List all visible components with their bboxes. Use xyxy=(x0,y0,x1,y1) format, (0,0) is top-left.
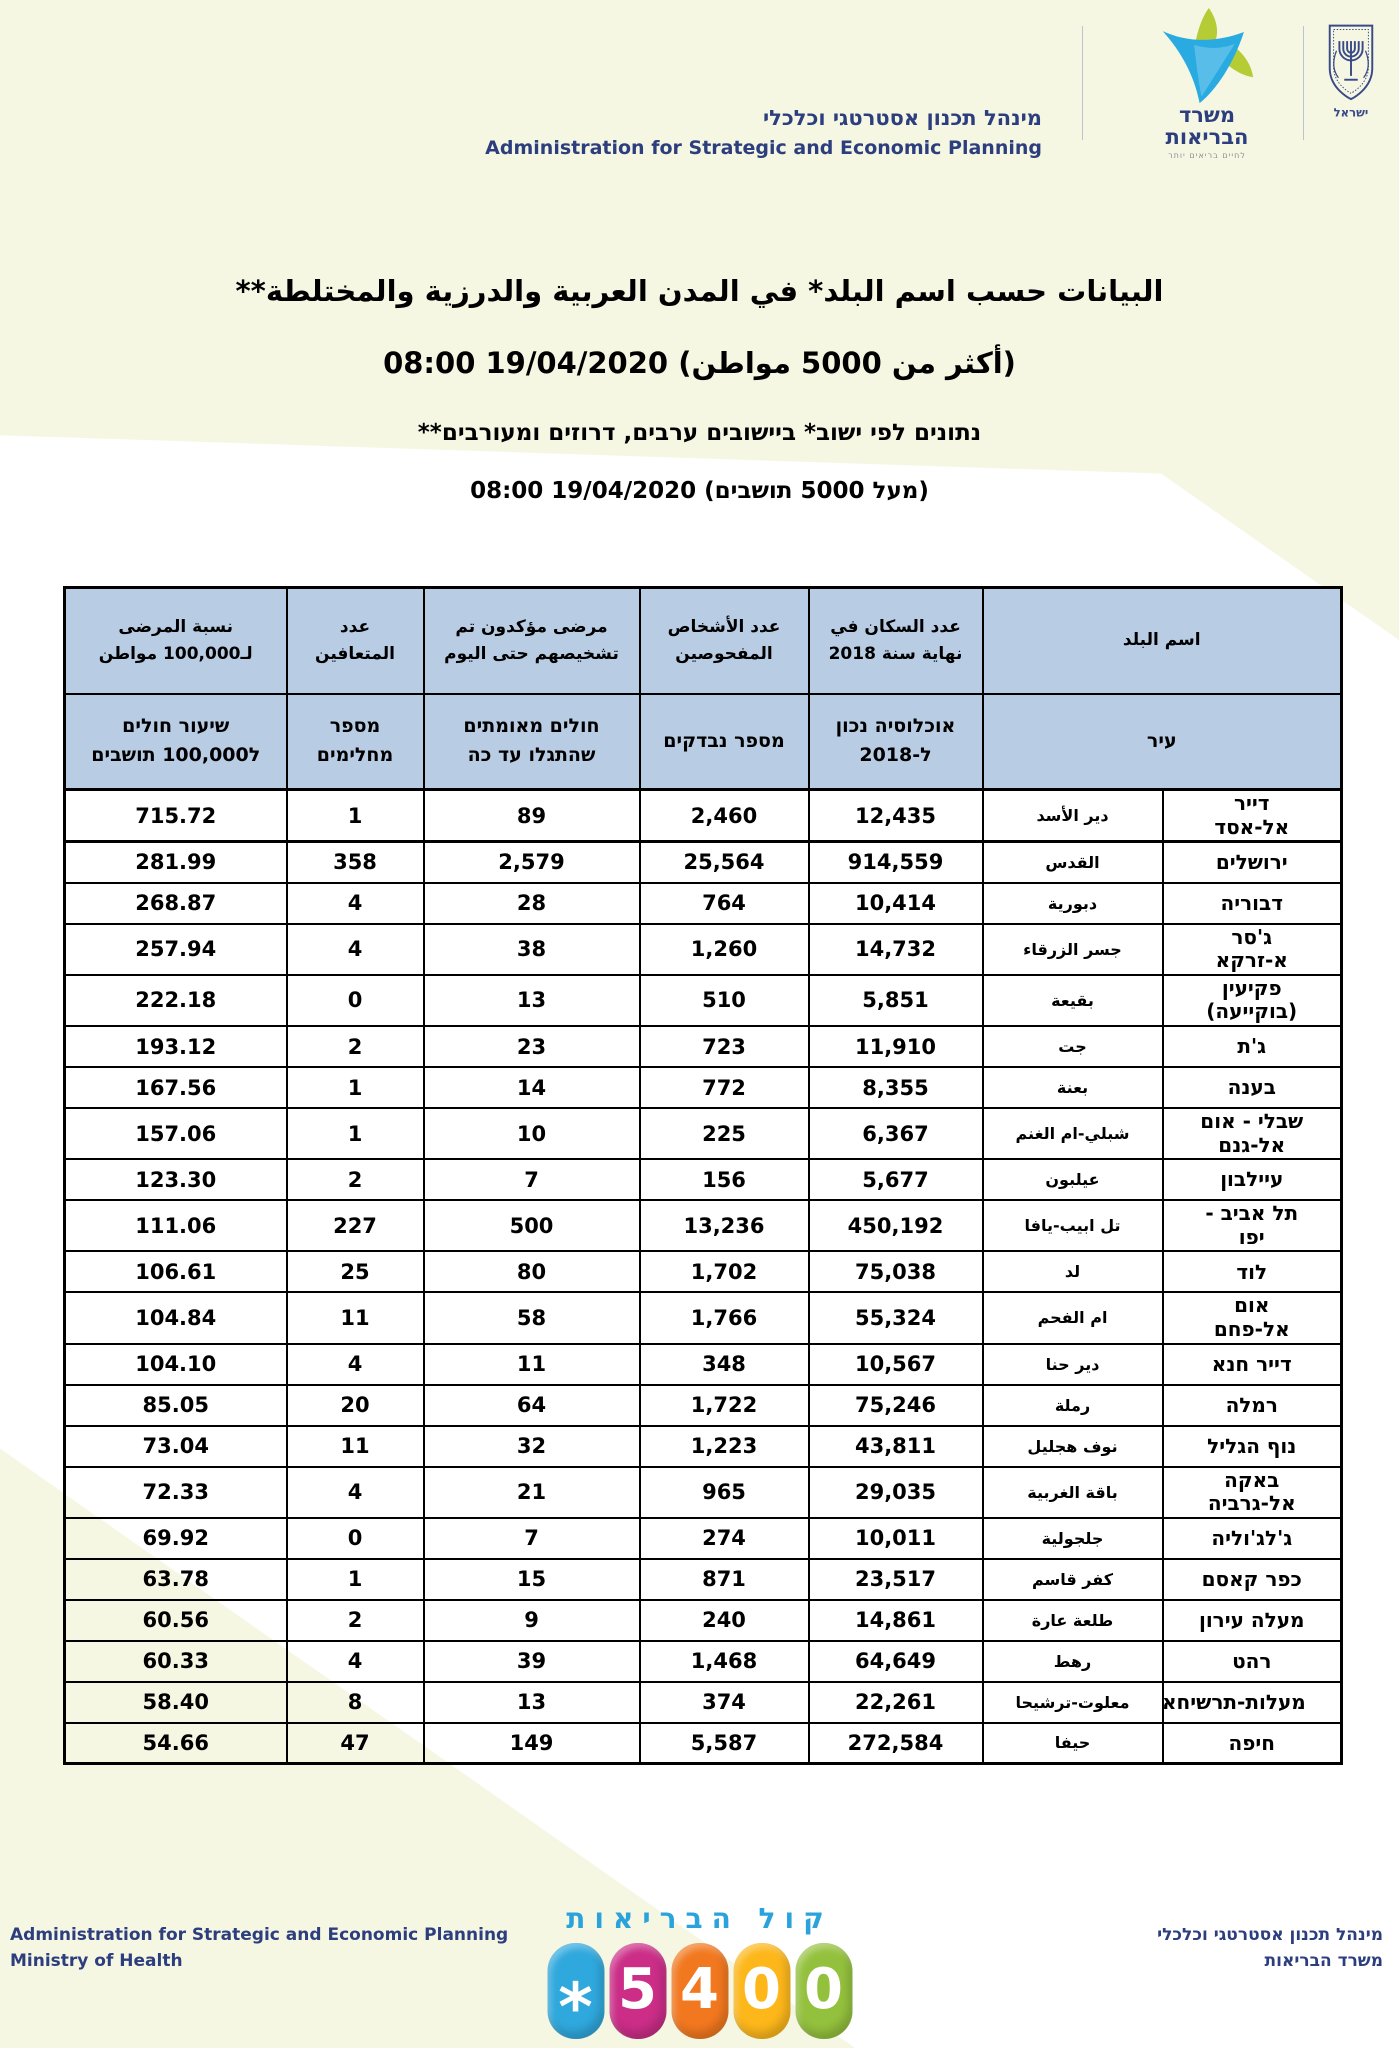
col-header-population-ar: عدد السكان في نهاية سنة 2018 xyxy=(809,588,983,694)
city-name-he: באקה אל-גרביה xyxy=(1163,1467,1342,1518)
rate-per-100k: 104.10 xyxy=(65,1344,287,1385)
city-name-he: עיילבון xyxy=(1163,1159,1342,1200)
ministry-of-health-logo xyxy=(1122,8,1292,160)
confirmed-count: 23 xyxy=(424,1026,640,1067)
tested-count: 156 xyxy=(640,1159,809,1200)
rate-per-100k: 167.56 xyxy=(65,1067,287,1108)
city-name-he: רהט xyxy=(1163,1641,1342,1682)
confirmed-count: 15 xyxy=(424,1559,640,1600)
city-name-ar: طلعة عارة xyxy=(983,1600,1163,1641)
city-name-he: כפר קאסם xyxy=(1163,1559,1342,1600)
recovered-count: 11 xyxy=(287,1426,424,1467)
city-name-ar: باقة الغربية xyxy=(983,1467,1163,1518)
rate-per-100k: 157.06 xyxy=(65,1108,287,1159)
subtitle-arabic-date: (أكثر من 5000 مواطن) 19/04/2020 08:00 xyxy=(383,346,1016,380)
col-header-tested-he: מספר נבדקים xyxy=(640,694,809,790)
col-header-rate-he: שיעור חולים ל100,000 תושבים xyxy=(65,694,287,790)
tested-count: 374 xyxy=(640,1682,809,1723)
city-name-ar: كفر قاسم xyxy=(983,1559,1163,1600)
table-row xyxy=(65,1292,1342,1343)
confirmed-count: 7 xyxy=(424,1159,640,1200)
confirmed-count: 149 xyxy=(424,1723,640,1764)
rate-per-100k: 123.30 xyxy=(65,1159,287,1200)
recovered-count: 0 xyxy=(287,975,424,1026)
tested-count: 348 xyxy=(640,1344,809,1385)
table-row xyxy=(65,1026,1342,1067)
city-name-he: ג'לג'וליה xyxy=(1163,1518,1342,1559)
city-name-he: דייר אל-אסד xyxy=(1163,790,1342,842)
city-name-ar: رهط xyxy=(983,1641,1163,1682)
hotline-digit-pill: 0 xyxy=(733,1943,790,2039)
department-title-he: מינהל תכנון אסטרטגי וכלכלי xyxy=(762,106,1042,130)
city-name-ar: بقيعة xyxy=(983,975,1163,1026)
confirmed-count: 13 xyxy=(424,1682,640,1723)
footer-left-line1: Administration for Strategic and Economic Planning xyxy=(10,1925,509,1945)
city-name-he: רמלה xyxy=(1163,1385,1342,1426)
recovered-count: 1 xyxy=(287,790,424,842)
moh-star-logo-icon xyxy=(1151,8,1263,104)
table-row xyxy=(65,1518,1342,1559)
recovered-count: 4 xyxy=(287,1467,424,1518)
city-name-ar: رملة xyxy=(983,1385,1163,1426)
population-value: 14,732 xyxy=(809,924,983,975)
city-name-ar: معلوت-ترشيحا xyxy=(983,1682,1163,1723)
confirmed-count: 32 xyxy=(424,1426,640,1467)
table-row xyxy=(65,1682,1342,1723)
hotline-digit-pill: 5 xyxy=(609,1943,666,2039)
table-body xyxy=(65,790,1342,1764)
city-name-he: ג'ת xyxy=(1163,1026,1342,1067)
col-header-city-ar: اسم البلد xyxy=(983,588,1342,694)
footer-right-line2: משרד הבריאות xyxy=(1264,1951,1383,1972)
rate-per-100k: 54.66 xyxy=(65,1723,287,1764)
tested-count: 1,468 xyxy=(640,1641,809,1682)
table-row xyxy=(65,1467,1342,1518)
confirmed-count: 64 xyxy=(424,1385,640,1426)
population-value: 272,584 xyxy=(809,1723,983,1764)
tested-count: 225 xyxy=(640,1108,809,1159)
col-header-recovered-ar: عدد المتعافين xyxy=(287,588,424,694)
footer-left-line2: Ministry of Health xyxy=(10,1951,183,1972)
city-name-ar: عيلبون xyxy=(983,1159,1163,1200)
table-header-row-arabic xyxy=(65,588,1342,694)
confirmed-count: 58 xyxy=(424,1292,640,1343)
recovered-count: 2 xyxy=(287,1026,424,1067)
population-value: 10,567 xyxy=(809,1344,983,1385)
col-header-city-he: עיר xyxy=(983,694,1342,790)
covid-city-table-wrapper xyxy=(63,586,1343,1765)
population-value: 43,811 xyxy=(809,1426,983,1467)
recovered-count: 25 xyxy=(287,1251,424,1292)
confirmed-count: 80 xyxy=(424,1251,640,1292)
tested-count: 764 xyxy=(640,883,809,924)
table-row xyxy=(65,975,1342,1026)
recovered-count: 47 xyxy=(287,1723,424,1764)
city-name-he: פקיעין (בוקייעה) xyxy=(1163,975,1342,1026)
rate-per-100k: 268.87 xyxy=(65,883,287,924)
confirmed-count: 38 xyxy=(424,924,640,975)
city-name-ar: ام الفحم xyxy=(983,1292,1163,1343)
header-divider xyxy=(1303,26,1304,140)
city-name-ar: نوف هجليل xyxy=(983,1426,1163,1467)
confirmed-count: 39 xyxy=(424,1641,640,1682)
tested-count: 2,460 xyxy=(640,790,809,842)
hotline-digit-pill: 0 xyxy=(795,1943,852,2039)
confirmed-count: 13 xyxy=(424,975,640,1026)
recovered-count: 4 xyxy=(287,883,424,924)
col-header-tested-ar: عدد الأشخاص المفحوصين xyxy=(640,588,809,694)
tested-count: 1,223 xyxy=(640,1426,809,1467)
moh-logo-text-line1: משרד xyxy=(1178,103,1236,127)
rate-per-100k: 193.12 xyxy=(65,1026,287,1067)
rate-per-100k: 85.05 xyxy=(65,1385,287,1426)
tested-count: 510 xyxy=(640,975,809,1026)
tested-count: 5,587 xyxy=(640,1723,809,1764)
confirmed-count: 7 xyxy=(424,1518,640,1559)
city-name-he: ירושלים xyxy=(1163,842,1342,883)
city-name-ar: جسر الزرقاء xyxy=(983,924,1163,975)
city-name-he: מעלות-תרשיחא xyxy=(1163,1682,1342,1723)
rate-per-100k: 111.06 xyxy=(65,1200,287,1251)
recovered-count: 8 xyxy=(287,1682,424,1723)
table-row xyxy=(65,1723,1342,1764)
city-name-ar: شبلي-ام الغنم xyxy=(983,1108,1163,1159)
city-name-he: לוד xyxy=(1163,1251,1342,1292)
table-row xyxy=(65,1200,1342,1251)
confirmed-count: 9 xyxy=(424,1600,640,1641)
confirmed-count: 10 xyxy=(424,1108,640,1159)
title-hebrew: נתונים לפי ישוב* ביישובים ערבים, דרוזים ומעורבים** xyxy=(417,420,982,446)
col-header-confirmed-he: חולים מאומתים שהתגלו עד כה xyxy=(424,694,640,790)
israel-state-emblem xyxy=(1322,20,1380,128)
footer-right-line1: מינהל תכנון אסטרטגי וכלכלי xyxy=(1157,1925,1383,1945)
population-value: 23,517 xyxy=(809,1559,983,1600)
rate-per-100k: 281.99 xyxy=(65,842,287,883)
table-row xyxy=(65,1559,1342,1600)
footer-right-block xyxy=(1157,1922,1383,1975)
tested-count: 240 xyxy=(640,1600,809,1641)
svg-text:ישראל: ישראל xyxy=(1333,105,1369,120)
tested-count: 965 xyxy=(640,1467,809,1518)
tested-count: 25,564 xyxy=(640,842,809,883)
city-name-ar: لد xyxy=(983,1251,1163,1292)
recovered-count: 1 xyxy=(287,1108,424,1159)
table-row xyxy=(65,883,1342,924)
table-row xyxy=(65,1426,1342,1467)
moh-logo-text-line2: הבריאות xyxy=(1165,125,1249,150)
table-header-row-hebrew xyxy=(65,694,1342,790)
table-row xyxy=(65,790,1342,842)
population-value: 29,035 xyxy=(809,1467,983,1518)
table-row xyxy=(65,1600,1342,1641)
recovered-count: 20 xyxy=(287,1385,424,1426)
table-row xyxy=(65,1108,1342,1159)
rate-per-100k: 63.78 xyxy=(65,1559,287,1600)
department-title-en: Administration for Strategic and Economic Planning xyxy=(485,137,1042,159)
rate-per-100k: 69.92 xyxy=(65,1518,287,1559)
rate-per-100k: 58.40 xyxy=(65,1682,287,1723)
city-name-he: ג'סר א-זרקא xyxy=(1163,924,1342,975)
population-value: 5,677 xyxy=(809,1159,983,1200)
population-value: 450,192 xyxy=(809,1200,983,1251)
city-name-ar: القدس xyxy=(983,842,1163,883)
city-name-he: נוף הגליל xyxy=(1163,1426,1342,1467)
table-row xyxy=(65,1251,1342,1292)
city-name-he: מעלה עירון xyxy=(1163,1600,1342,1641)
rate-per-100k: 73.04 xyxy=(65,1426,287,1467)
city-name-ar: دبورية xyxy=(983,883,1163,924)
population-value: 8,355 xyxy=(809,1067,983,1108)
page-header xyxy=(0,0,1399,165)
tested-count: 13,236 xyxy=(640,1200,809,1251)
recovered-count: 11 xyxy=(287,1292,424,1343)
recovered-count: 4 xyxy=(287,924,424,975)
col-header-confirmed-ar: مرضى مؤكدون تم تشخيصهم حتى اليوم xyxy=(424,588,640,694)
hotline-digit-pill: 4 xyxy=(671,1943,728,2039)
confirmed-count: 500 xyxy=(424,1200,640,1251)
recovered-count: 227 xyxy=(287,1200,424,1251)
subtitle-hebrew-date: (מעל 5000 תושבים) 19/04/2020 08:00 xyxy=(470,478,929,504)
city-name-ar: بعنة xyxy=(983,1067,1163,1108)
title-arabic: البيانات حسب اسم البلد* في المدن العربية والدرزية والمختلطة** xyxy=(235,274,1164,308)
covid-city-table xyxy=(63,586,1343,1765)
city-name-he: חיפה xyxy=(1163,1723,1342,1764)
city-name-he: בענה xyxy=(1163,1067,1342,1108)
city-name-he: אום אל-פחם xyxy=(1163,1292,1342,1343)
tested-count: 772 xyxy=(640,1067,809,1108)
rate-per-100k: 257.94 xyxy=(65,924,287,975)
recovered-count: 358 xyxy=(287,842,424,883)
population-value: 10,414 xyxy=(809,883,983,924)
recovered-count: 4 xyxy=(287,1344,424,1385)
table-row xyxy=(65,1385,1342,1426)
tested-count: 871 xyxy=(640,1559,809,1600)
tested-count: 723 xyxy=(640,1026,809,1067)
col-header-recovered-he: מספר מחלימים xyxy=(287,694,424,790)
table-row xyxy=(65,924,1342,975)
population-value: 14,861 xyxy=(809,1600,983,1641)
city-name-ar: دير الأسد xyxy=(983,790,1163,842)
population-value: 75,246 xyxy=(809,1385,983,1426)
recovered-count: 2 xyxy=(287,1159,424,1200)
population-value: 5,851 xyxy=(809,975,983,1026)
hotline-number-pills xyxy=(547,1943,852,2046)
city-name-ar: تل ابيب-يافا xyxy=(983,1200,1163,1251)
city-name-ar: دير حنا xyxy=(983,1344,1163,1385)
header-divider xyxy=(1082,26,1083,140)
population-value: 12,435 xyxy=(809,790,983,842)
rate-per-100k: 60.33 xyxy=(65,1641,287,1682)
city-name-ar: جت xyxy=(983,1026,1163,1067)
recovered-count: 0 xyxy=(287,1518,424,1559)
col-header-rate-ar: نسبة المرضى لـ100,000 مواطن xyxy=(65,588,287,694)
israel-state-emblem-icon xyxy=(1322,20,1380,124)
confirmed-count: 28 xyxy=(424,883,640,924)
confirmed-count: 14 xyxy=(424,1067,640,1108)
table-row xyxy=(65,1344,1342,1385)
rate-per-100k: 60.56 xyxy=(65,1600,287,1641)
recovered-count: 1 xyxy=(287,1067,424,1108)
population-value: 75,038 xyxy=(809,1251,983,1292)
tested-count: 1,260 xyxy=(640,924,809,975)
col-header-population-he: אוכלוסיה נכון ל-2018 xyxy=(809,694,983,790)
table-row xyxy=(65,1067,1342,1108)
hotline-digit-pill: * xyxy=(547,1943,604,2039)
city-name-ar: حيفا xyxy=(983,1723,1163,1764)
population-value: 10,011 xyxy=(809,1518,983,1559)
table-row xyxy=(65,1159,1342,1200)
rate-per-100k: 72.33 xyxy=(65,1467,287,1518)
document-titles xyxy=(0,274,1399,504)
population-value: 914,559 xyxy=(809,842,983,883)
confirmed-count: 2,579 xyxy=(424,842,640,883)
recovered-count: 4 xyxy=(287,1641,424,1682)
health-hotline-logo xyxy=(547,1902,852,2046)
population-value: 11,910 xyxy=(809,1026,983,1067)
tested-count: 274 xyxy=(640,1518,809,1559)
population-value: 6,367 xyxy=(809,1108,983,1159)
rate-per-100k: 106.61 xyxy=(65,1251,287,1292)
population-value: 22,261 xyxy=(809,1682,983,1723)
city-name-he: שבלי - אום אל-גנם xyxy=(1163,1108,1342,1159)
population-value: 55,324 xyxy=(809,1292,983,1343)
city-name-he: דייר חנא xyxy=(1163,1344,1342,1385)
population-value: 64,649 xyxy=(809,1641,983,1682)
confirmed-count: 21 xyxy=(424,1467,640,1518)
city-name-he: דבוריה xyxy=(1163,883,1342,924)
confirmed-count: 11 xyxy=(424,1344,640,1385)
city-name-he: תל אביב - יפו xyxy=(1163,1200,1342,1251)
department-title-block xyxy=(485,106,1042,159)
tested-count: 1,766 xyxy=(640,1292,809,1343)
tested-count: 1,722 xyxy=(640,1385,809,1426)
recovered-count: 2 xyxy=(287,1600,424,1641)
table-row xyxy=(65,1641,1342,1682)
city-name-ar: جلجولية xyxy=(983,1518,1163,1559)
tested-count: 1,702 xyxy=(640,1251,809,1292)
confirmed-count: 89 xyxy=(424,790,640,842)
rate-per-100k: 104.84 xyxy=(65,1292,287,1343)
rate-per-100k: 222.18 xyxy=(65,975,287,1026)
rate-per-100k: 715.72 xyxy=(65,790,287,842)
recovered-count: 1 xyxy=(287,1559,424,1600)
hotline-label: קול הבריאות xyxy=(566,1902,833,1935)
table-row xyxy=(65,842,1342,883)
footer-left-block xyxy=(10,1922,508,1975)
moh-logo-tagline: לחיים בריאים יותר xyxy=(1168,151,1246,161)
